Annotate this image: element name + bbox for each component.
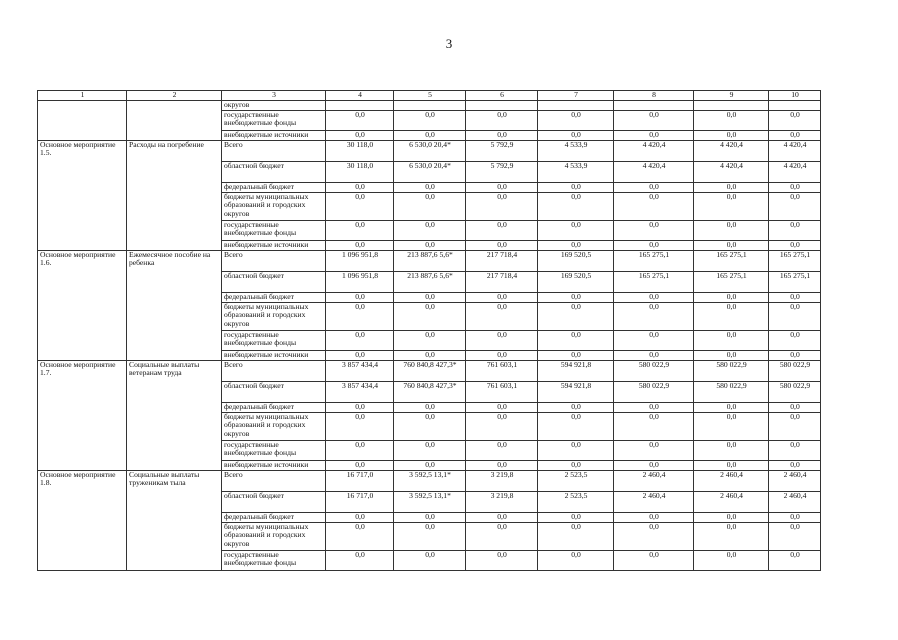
amount-cell: 580 022,9 xyxy=(769,361,821,382)
amount-cell: 165 275,1 xyxy=(614,272,694,293)
amount-cell: 0,0 xyxy=(394,241,466,251)
amount-cell: 2 460,4 xyxy=(614,471,694,492)
amount-cell: 0,0 xyxy=(326,551,394,571)
amount-cell xyxy=(694,101,769,111)
amount-cell: 0,0 xyxy=(326,513,394,523)
event-cell: Основное мероприятие 1.5. xyxy=(38,141,127,251)
amount-cell: 580 022,9 xyxy=(614,382,694,403)
amount-cell: 0,0 xyxy=(694,241,769,251)
table-row xyxy=(38,361,821,382)
amount-cell: 4 420,4 xyxy=(769,141,821,162)
amount-cell: 0,0 xyxy=(326,413,394,441)
amount-cell: 0,0 xyxy=(769,331,821,351)
amount-cell: 165 275,1 xyxy=(769,272,821,293)
amount-cell: 580 022,9 xyxy=(769,382,821,403)
amount-cell: 2 460,4 xyxy=(694,492,769,513)
amount-cell: 0,0 xyxy=(394,131,466,141)
funding-source-cell: внебюджетные источники xyxy=(222,131,326,141)
amount-cell: 0,0 xyxy=(614,221,694,241)
amount-cell: 0,0 xyxy=(394,293,466,303)
column-header: 10 xyxy=(769,91,821,101)
amount-cell: 0,0 xyxy=(394,221,466,241)
amount-cell: 217 718,4 xyxy=(466,272,538,293)
amount-cell: 580 022,9 xyxy=(614,361,694,382)
amount-cell: 0,0 xyxy=(394,413,466,441)
amount-cell: 0,0 xyxy=(466,441,538,461)
amount-cell: 4 420,4 xyxy=(694,141,769,162)
amount-cell: 0,0 xyxy=(466,183,538,193)
column-header: 6 xyxy=(466,91,538,101)
funding-source-cell: Всего xyxy=(222,251,326,272)
amount-cell: 0,0 xyxy=(326,183,394,193)
amount-cell: 0,0 xyxy=(769,193,821,221)
event-cell: Основное мероприятие 1.8. xyxy=(38,471,127,571)
amount-cell: 0,0 xyxy=(394,461,466,471)
amount-cell: 760 840,8 427,3* xyxy=(394,382,466,403)
amount-cell: 4 420,4 xyxy=(769,162,821,183)
amount-cell: 30 118,0 xyxy=(326,162,394,183)
column-header: 7 xyxy=(538,91,614,101)
amount-cell: 0,0 xyxy=(769,523,821,551)
amount-cell: 0,0 xyxy=(694,221,769,241)
amount-cell: 0,0 xyxy=(769,241,821,251)
amount-cell: 3 857 434,4 xyxy=(326,382,394,403)
amount-cell: 0,0 xyxy=(614,293,694,303)
funding-source-cell: бюджеты муниципальных образований и городских округов xyxy=(222,413,326,441)
amount-cell: 0,0 xyxy=(538,183,614,193)
amount-cell xyxy=(466,101,538,111)
amount-cell: 0,0 xyxy=(394,513,466,523)
column-header: 3 xyxy=(222,91,326,101)
amount-cell: 0,0 xyxy=(769,461,821,471)
amount-cell: 0,0 xyxy=(694,513,769,523)
amount-cell: 0,0 xyxy=(326,523,394,551)
amount-cell xyxy=(394,101,466,111)
amount-cell: 0,0 xyxy=(466,403,538,413)
funding-source-cell: Всего xyxy=(222,141,326,162)
amount-cell: 3 592,5 13,1* xyxy=(394,471,466,492)
amount-cell: 2 460,4 xyxy=(769,492,821,513)
amount-cell: 2 523,5 xyxy=(538,492,614,513)
amount-cell: 165 275,1 xyxy=(614,251,694,272)
amount-cell: 3 219,8 xyxy=(466,492,538,513)
funding-source-cell: округов xyxy=(222,101,326,111)
amount-cell: 0,0 xyxy=(326,241,394,251)
budget-table xyxy=(37,90,821,571)
amount-cell: 3 219,8 xyxy=(466,471,538,492)
funding-source-cell: областной бюджет xyxy=(222,382,326,403)
amount-cell: 217 718,4 xyxy=(466,251,538,272)
amount-cell: 169 520,5 xyxy=(538,251,614,272)
amount-cell: 0,0 xyxy=(769,303,821,331)
funding-source-cell: государственные внебюджетные фонды xyxy=(222,551,326,571)
amount-cell: 0,0 xyxy=(326,221,394,241)
amount-cell: 5 792,9 xyxy=(466,141,538,162)
amount-cell: 0,0 xyxy=(394,551,466,571)
funding-source-cell: федеральный бюджет xyxy=(222,293,326,303)
amount-cell: 16 717,0 xyxy=(326,471,394,492)
event-name-cell: Социальные выплаты труженикам тыла xyxy=(127,471,222,571)
amount-cell xyxy=(538,101,614,111)
amount-cell: 0,0 xyxy=(394,441,466,461)
amount-cell: 0,0 xyxy=(466,331,538,351)
amount-cell xyxy=(614,101,694,111)
amount-cell: 0,0 xyxy=(466,241,538,251)
amount-cell: 0,0 xyxy=(538,131,614,141)
amount-cell: 0,0 xyxy=(394,351,466,361)
amount-cell: 0,0 xyxy=(466,513,538,523)
amount-cell: 0,0 xyxy=(326,461,394,471)
amount-cell: 0,0 xyxy=(694,523,769,551)
amount-cell: 0,0 xyxy=(394,523,466,551)
amount-cell: 0,0 xyxy=(538,303,614,331)
amount-cell: 0,0 xyxy=(614,413,694,441)
amount-cell: 594 921,8 xyxy=(538,361,614,382)
funding-source-cell: областной бюджет xyxy=(222,162,326,183)
amount-cell: 0,0 xyxy=(466,111,538,131)
amount-cell: 0,0 xyxy=(538,331,614,351)
amount-cell: 1 096 951,8 xyxy=(326,251,394,272)
amount-cell: 0,0 xyxy=(694,551,769,571)
amount-cell: 3 857 434,4 xyxy=(326,361,394,382)
amount-cell: 0,0 xyxy=(538,351,614,361)
table-body xyxy=(38,101,821,571)
amount-cell: 0,0 xyxy=(326,303,394,331)
amount-cell: 594 921,8 xyxy=(538,382,614,403)
amount-cell: 0,0 xyxy=(538,523,614,551)
table-row xyxy=(38,251,821,272)
amount-cell: 2 460,4 xyxy=(694,471,769,492)
amount-cell: 0,0 xyxy=(694,331,769,351)
funding-source-cell: государственные внебюджетные фонды xyxy=(222,221,326,241)
amount-cell: 0,0 xyxy=(326,131,394,141)
amount-cell: 4 533,9 xyxy=(538,141,614,162)
amount-cell: 0,0 xyxy=(694,413,769,441)
amount-cell: 2 523,5 xyxy=(538,471,614,492)
amount-cell: 0,0 xyxy=(769,111,821,131)
amount-cell: 0,0 xyxy=(538,461,614,471)
amount-cell: 0,0 xyxy=(769,413,821,441)
amount-cell: 0,0 xyxy=(694,441,769,461)
amount-cell: 0,0 xyxy=(466,413,538,441)
amount-cell: 169 520,5 xyxy=(538,272,614,293)
amount-cell: 0,0 xyxy=(538,413,614,441)
amount-cell: 2 460,4 xyxy=(614,492,694,513)
table-row xyxy=(38,141,821,162)
amount-cell: 4 420,4 xyxy=(694,162,769,183)
amount-cell: 213 887,6 5,6* xyxy=(394,251,466,272)
amount-cell: 0,0 xyxy=(694,403,769,413)
amount-cell: 5 792,9 xyxy=(466,162,538,183)
funding-source-cell: федеральный бюджет xyxy=(222,403,326,413)
funding-source-cell: бюджеты муниципальных образований и городских округов xyxy=(222,523,326,551)
column-header: 1 xyxy=(38,91,127,101)
amount-cell: 213 887,6 5,6* xyxy=(394,272,466,293)
amount-cell: 580 022,9 xyxy=(694,382,769,403)
amount-cell: 0,0 xyxy=(326,193,394,221)
amount-cell: 0,0 xyxy=(694,183,769,193)
amount-cell: 0,0 xyxy=(466,551,538,571)
funding-source-cell: внебюджетные источники xyxy=(222,351,326,361)
amount-cell: 0,0 xyxy=(614,131,694,141)
table-row xyxy=(38,101,821,111)
amount-cell: 761 603,1 xyxy=(466,382,538,403)
amount-cell: 760 840,8 427,3* xyxy=(394,361,466,382)
column-header: 4 xyxy=(326,91,394,101)
amount-cell: 0,0 xyxy=(694,303,769,331)
amount-cell: 0,0 xyxy=(694,111,769,131)
header-row xyxy=(38,91,821,101)
amount-cell: 0,0 xyxy=(326,331,394,351)
amount-cell: 0,0 xyxy=(538,551,614,571)
funding-source-cell: государственные внебюджетные фонды xyxy=(222,441,326,461)
amount-cell: 0,0 xyxy=(614,111,694,131)
amount-cell: 165 275,1 xyxy=(694,251,769,272)
amount-cell: 580 022,9 xyxy=(694,361,769,382)
column-header: 9 xyxy=(694,91,769,101)
amount-cell: 0,0 xyxy=(769,441,821,461)
event-name-cell: Социальные выплаты ветеранам труда xyxy=(127,361,222,471)
amount-cell xyxy=(769,101,821,111)
amount-cell: 0,0 xyxy=(614,551,694,571)
amount-cell: 0,0 xyxy=(769,513,821,523)
amount-cell: 0,0 xyxy=(538,221,614,241)
amount-cell: 0,0 xyxy=(466,131,538,141)
amount-cell: 0,0 xyxy=(466,293,538,303)
amount-cell: 0,0 xyxy=(769,131,821,141)
amount-cell: 0,0 xyxy=(694,193,769,221)
amount-cell: 0,0 xyxy=(694,131,769,141)
amount-cell: 0,0 xyxy=(538,241,614,251)
amount-cell: 0,0 xyxy=(769,551,821,571)
amount-cell: 0,0 xyxy=(614,351,694,361)
amount-cell: 0,0 xyxy=(769,293,821,303)
amount-cell: 3 592,5 13,1* xyxy=(394,492,466,513)
event-cell: Основное мероприятие 1.7. xyxy=(38,361,127,471)
amount-cell: 0,0 xyxy=(394,403,466,413)
amount-cell: 0,0 xyxy=(614,193,694,221)
amount-cell: 0,0 xyxy=(394,183,466,193)
amount-cell: 0,0 xyxy=(694,461,769,471)
amount-cell: 0,0 xyxy=(614,461,694,471)
funding-source-cell: бюджеты муниципальных образований и городских округов xyxy=(222,303,326,331)
amount-cell: 165 275,1 xyxy=(769,251,821,272)
event-name-cell: Расходы на погребение xyxy=(127,141,222,251)
amount-cell: 0,0 xyxy=(614,441,694,461)
amount-cell: 0,0 xyxy=(466,193,538,221)
event-name-cell xyxy=(127,101,222,141)
funding-source-cell: государственные внебюджетные фонды xyxy=(222,331,326,351)
funding-source-cell: внебюджетные источники xyxy=(222,461,326,471)
amount-cell: 6 530,0 20,4* xyxy=(394,162,466,183)
amount-cell: 0,0 xyxy=(614,331,694,351)
amount-cell: 0,0 xyxy=(466,461,538,471)
amount-cell: 0,0 xyxy=(394,331,466,351)
amount-cell: 0,0 xyxy=(694,351,769,361)
amount-cell: 0,0 xyxy=(538,111,614,131)
amount-cell: 0,0 xyxy=(538,513,614,523)
amount-cell xyxy=(326,101,394,111)
funding-source-cell: областной бюджет xyxy=(222,492,326,513)
funding-source-cell: бюджеты муниципальных образований и городских округов xyxy=(222,193,326,221)
funding-source-cell: областной бюджет xyxy=(222,272,326,293)
amount-cell: 0,0 xyxy=(466,351,538,361)
event-cell: Основное мероприятие 1.6. xyxy=(38,251,127,361)
amount-cell: 0,0 xyxy=(614,183,694,193)
amount-cell: 761 603,1 xyxy=(466,361,538,382)
amount-cell: 1 096 951,8 xyxy=(326,272,394,293)
amount-cell: 0,0 xyxy=(694,293,769,303)
funding-source-cell: федеральный бюджет xyxy=(222,183,326,193)
amount-cell: 0,0 xyxy=(394,111,466,131)
amount-cell: 0,0 xyxy=(538,193,614,221)
amount-cell: 0,0 xyxy=(326,403,394,413)
amount-cell: 16 717,0 xyxy=(326,492,394,513)
amount-cell: 0,0 xyxy=(769,183,821,193)
table-row xyxy=(38,471,821,492)
amount-cell: 165 275,1 xyxy=(694,272,769,293)
amount-cell: 0,0 xyxy=(538,293,614,303)
amount-cell: 6 530,0 20,4* xyxy=(394,141,466,162)
amount-cell: 0,0 xyxy=(394,193,466,221)
amount-cell: 4 420,4 xyxy=(614,141,694,162)
amount-cell: 4 420,4 xyxy=(614,162,694,183)
amount-cell: 0,0 xyxy=(326,111,394,131)
amount-cell: 0,0 xyxy=(769,351,821,361)
event-cell xyxy=(38,101,127,141)
amount-cell: 0,0 xyxy=(326,351,394,361)
amount-cell: 0,0 xyxy=(538,403,614,413)
amount-cell: 0,0 xyxy=(614,403,694,413)
amount-cell: 0,0 xyxy=(614,513,694,523)
amount-cell: 0,0 xyxy=(466,221,538,241)
amount-cell: 0,0 xyxy=(326,293,394,303)
amount-cell: 0,0 xyxy=(394,303,466,331)
amount-cell: 0,0 xyxy=(326,441,394,461)
amount-cell: 0,0 xyxy=(466,523,538,551)
column-header: 2 xyxy=(127,91,222,101)
column-header: 8 xyxy=(614,91,694,101)
amount-cell: 0,0 xyxy=(614,241,694,251)
amount-cell: 2 460,4 xyxy=(769,471,821,492)
amount-cell: 0,0 xyxy=(769,403,821,413)
funding-source-cell: федеральный бюджет xyxy=(222,513,326,523)
column-header: 5 xyxy=(394,91,466,101)
funding-source-cell: государственные внебюджетные фонды xyxy=(222,111,326,131)
amount-cell: 30 118,0 xyxy=(326,141,394,162)
amount-cell: 0,0 xyxy=(466,303,538,331)
page-number: 3 xyxy=(445,36,453,51)
amount-cell: 0,0 xyxy=(614,523,694,551)
event-name-cell: Ежемесячное пособие на ребенка xyxy=(127,251,222,361)
amount-cell: 0,0 xyxy=(769,221,821,241)
amount-cell: 0,0 xyxy=(538,441,614,461)
amount-cell: 4 533,9 xyxy=(538,162,614,183)
funding-source-cell: внебюджетные источники xyxy=(222,241,326,251)
funding-source-cell: Всего xyxy=(222,361,326,382)
amount-cell: 0,0 xyxy=(614,303,694,331)
funding-source-cell: Всего xyxy=(222,471,326,492)
